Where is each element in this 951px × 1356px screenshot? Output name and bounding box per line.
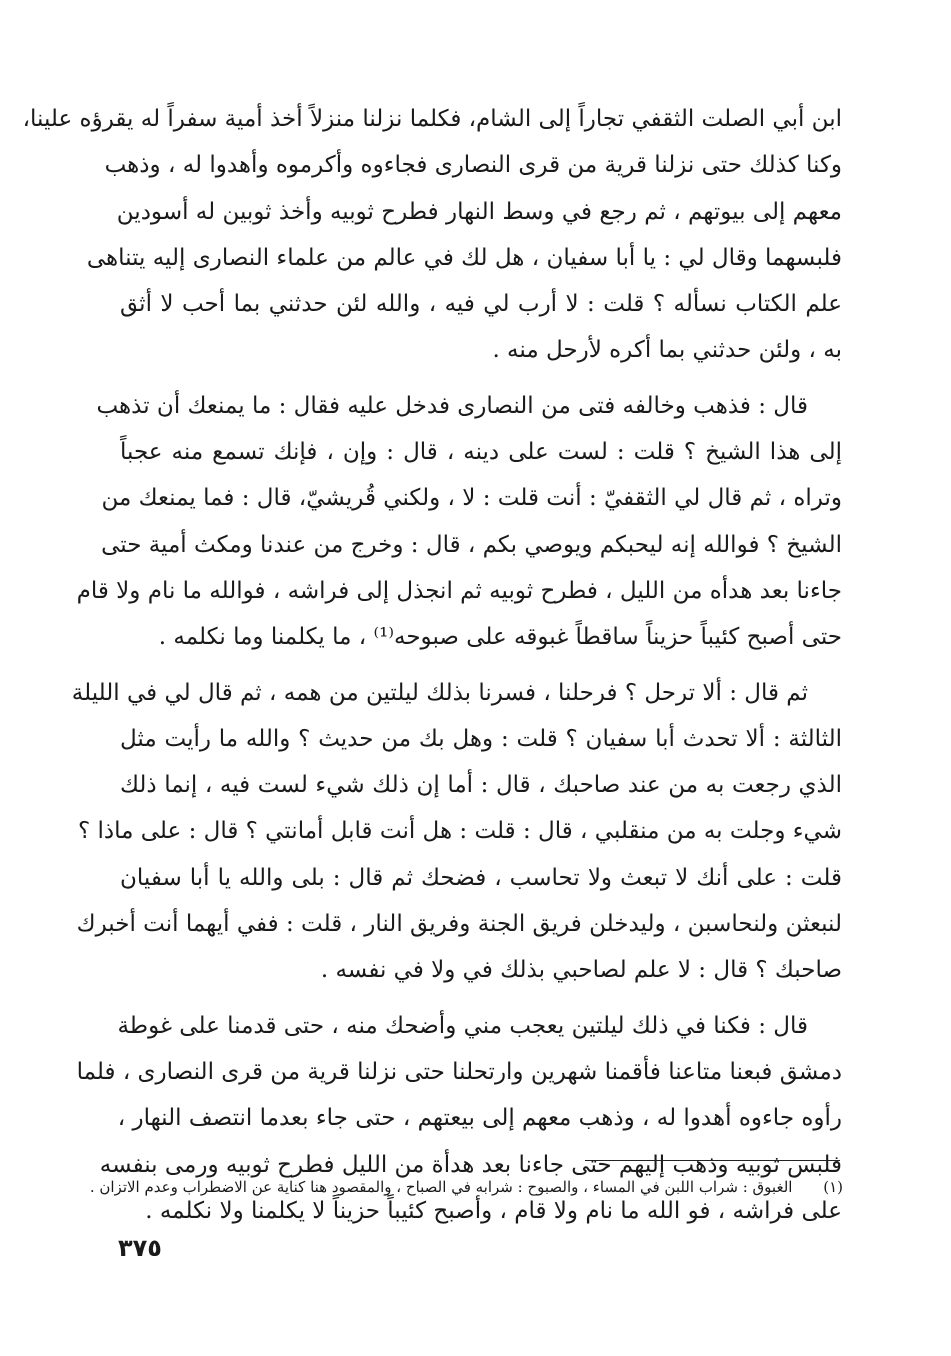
text-line: فلبس ثوبيه وذهب إليهم حتى جاءنا بعد هدأة من الليل فطرح ثوبيه ورمى بنفسه [99, 1151, 842, 1178]
text-line: معهم إلى بيوتهم ، ثم رجع في وسط النهار فطرح ثوبيه وأخذ ثوبين له أسودين [116, 198, 842, 225]
footnote-text: الغبوق : شراب اللبن في المساء ، والصبوح : شرابه في الصباح ، والمقصود هنا كناية عن الاضطراب وعدم الاتزان . [89, 1178, 793, 1196]
text-line: الذي رجعت به من عند صاحبك ، قال : أما إن ذلك شيء لست فيه ، إنما ذلك [120, 772, 842, 799]
footnote [89, 1176, 843, 1198]
text-line: قال : فكنا في ذلك ليلتين يعجب مني وأضحك منه ، حتى قدمنا على غوطة [117, 1012, 808, 1039]
text-line: فلبسهما وقال لي : يا أبا سفيان ، هل لك في عالم من علماء النصارى إليه يتناهى [86, 244, 842, 271]
footnote-divider [585, 1160, 840, 1161]
text-line: رأوه جاءوه أهدوا له ، وذهب معهم إلى بيعتهم ، حتى جاء بعدما انتصف النهار ، [117, 1105, 842, 1132]
paragraph-1 [22, 96, 842, 374]
paragraph-2 [76, 383, 842, 661]
text-line: الثالثة : ألا تحدث أبا سفيان ؟ قلت : وهل بك من حديث ؟ والله ما رأيت مثل [120, 725, 842, 752]
text-line: على فراشه ، فو الله ما نام ولا قام ، وأصبح كئيباً حزيناً لا يكلمنا ولا نكلمه . [145, 1197, 842, 1224]
footnote-marker: (١) [823, 1178, 843, 1196]
text-line: به ، ولئن حدثني بما أكره لأرحل منه . [492, 337, 842, 364]
text-line: دمشق فبعنا متاعنا فأقمنا شهرين وارتحلنا حتى نزلنا قرية من قرى النصارى ، فلما [76, 1058, 842, 1085]
text-line: الشيخ ؟ فوالله إنه ليحبكم ويوصي بكم ، قال : وخرج من عندنا ومكث أمية حتى [101, 531, 842, 558]
text-line: جاءنا بعد هدأه من الليل ، فطرح ثوبيه ثم انجذل إلى فراشه ، فوالله ما نام ولا قام [76, 577, 842, 604]
text-line: صاحبك ؟ قال : لا علم لصاحبي بذلك في ولا في نفسه . [320, 957, 842, 984]
text-line: ثم قال : ألا ترحل ؟ فرحلنا ، فسرنا بذلك ليلتين من همه ، ثم قال لي في الليلة [71, 679, 808, 706]
paragraph-3 [71, 670, 842, 994]
text-line: علم الكتاب نسأله ؟ قلت : لا أرب لي فيه ، والله لئن حدثني بما أحب لا أثق [120, 291, 842, 318]
text-line: وكنا كذلك حتى نزلنا قرية من قرى النصارى فجاءوه وأكرموه وأهدوا له ، وذهب [104, 152, 842, 179]
text-line: حتى أصبح كئيباً حزيناً ساقطاً غبوقه على صبوحه⁽¹⁾ ، ما يكلمنا وما نكلمه . [158, 624, 842, 651]
text-line: قلت : على أنك لا تبعث ولا تحاسب ، فضحك ثم قال : بلى والله يا أبا سفيان [120, 864, 842, 891]
text-line: قال : فذهب وخالفه فتى من النصارى فدخل عليه فقال : ما يمنعك أن تذهب [96, 392, 808, 419]
text-line: وتراه ، ثم قال لي الثقفيّ : أنت قلت : لا ، ولكني قُريشيّ، قال : فما يمنعك من [101, 485, 842, 512]
text-line: إلى هذا الشيخ ؟ قلت : لست على دينه ، قال : وإن ، فإنك تسمع منه عجباً [120, 439, 842, 466]
main-text [22, 96, 842, 1243]
page-number: ٣٧٥ [118, 1234, 162, 1262]
text-line: ابن أبي الصلت الثقفي تجاراً إلى الشام، فكلما نزلنا منزلاً أخذ أمية سفراً له يقرؤه علينا، [22, 106, 842, 132]
text-line: لنبعثن ولنحاسبن ، وليدخلن فريق الجنة وفريق النار ، قلت : ففي أيهما أنت أخبرك [76, 911, 842, 938]
paragraph-4 [76, 1003, 842, 1234]
text-line: شيء وجلت به من منقلبي ، قال : قلت : هل أنت قابل أمانتي ؟ قال : على ماذا ؟ [77, 818, 842, 845]
